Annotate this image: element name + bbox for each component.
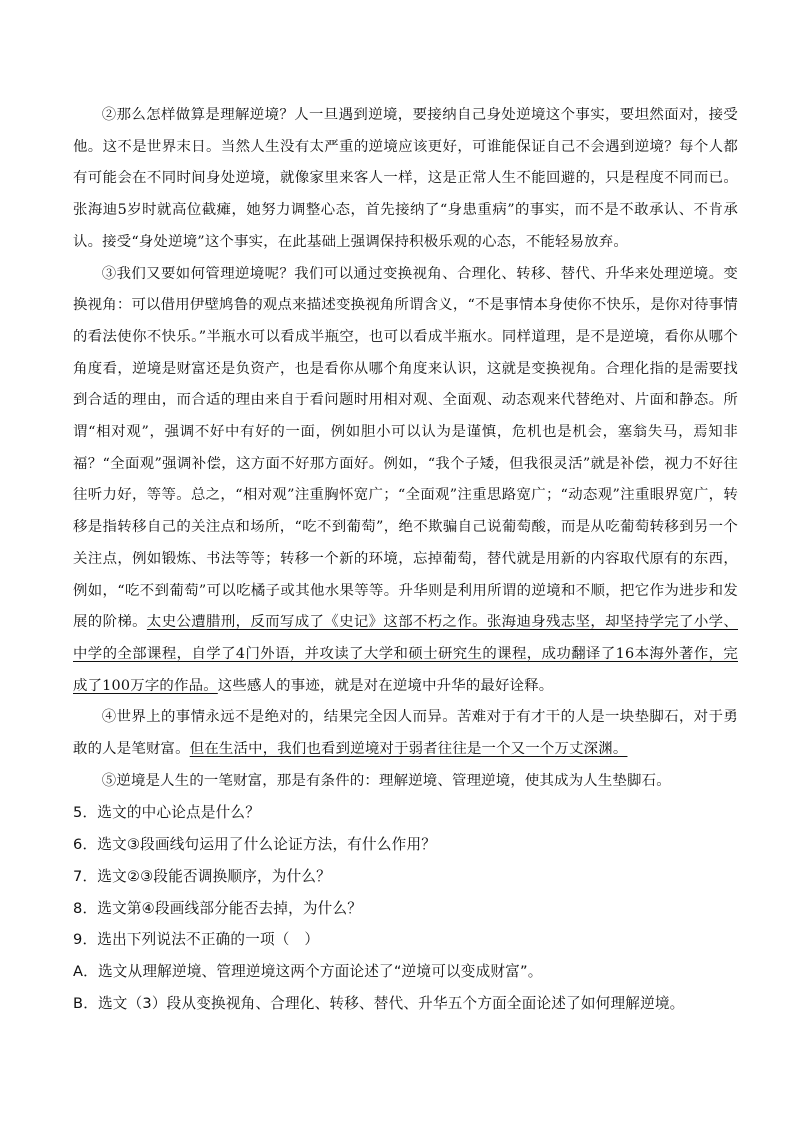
question-7: 7．选文②③段能否调换顺序，为什么？ [73, 867, 331, 885]
question-8: 8．选文第④段画线部分能否去掉，为什么？ [73, 899, 363, 917]
paragraph-2: ②那么怎样做算是理解逆境？人一旦遇到逆境，要接纳自己身处逆境这个事实，要坦然面对，接受他。这不是世界末日。当然人生没有太严重的逆境应该更好，可谁能保证自己不会遇到逆境？每个人都有可能会在不同时间身处逆境，就像家里来客人一样，这是正常人生不能回避的，只是程度不同而已。张海迪5岁时就高位截瘫，她努力调整心态，首先接纳了“身患重病”的事实，而不是不敢承认、不肯承认。接受“身处逆境”这个事实，在此基础上强调保持积极乐观的心态，不能轻易放弃。 [73, 107, 738, 250]
paragraph-3-ending: 这些感人的事迹，就是对在逆境中升华的最好诠释。 [217, 677, 554, 694]
paragraph-4-text: ④世界上的事情永远不是绝对的，结果完全因人而异。苦难对于有才干的人是一块垫脚石，对于勇敢的人是笔财富。 [73, 709, 738, 758]
question-9: 9．选出下列说法不正确的一项（ ） [73, 931, 320, 949]
option-b: B．选文（3）段从变换视角、合理化、转移、替代、升华五个方面全面论述了如何理解逆境。 [73, 994, 685, 1012]
paragraph-3-text: ③我们又要如何管理逆境呢？我们可以通过变换视角、合理化、转移、替代、升华来处理逆境。变换视角：可以借用伊壁鸠鲁的观点来描述变换视角所谓含义，“不是事情本身使你不快乐，是你对待事情的看法使你不快乐。”半瓶水可以看成半瓶空，也可以看成半瓶水。同样道理，是不是逆境，看你从哪个角度看，逆境是财富还是负资产，也是看你从哪个角度来认识，这就是变换视角。合理化指的是需要找到合适的理由，而合适的理由来自于看问题时用相对观、全面观、动态观来代替绝对、片面和静态。所谓“相对观”，强调不好中有好的一面，例如胆小可以认为是谨慎，危机也是机会，塞翁失马，焉知非福？“全面观”强调补偿，这方面不好那方面好。例如，“我个子矮，但我很灵活”就是补偿，视力不好往往听力好，等等。总之，“相对观”注重胸怀宽广；“全面观”注重思路宽广；“动态观”注重眼界宽广，转移是指转移自己的关注点和场所，“吃不到葡萄”，绝不欺骗自己说葡萄酸，而是从吃葡萄转移到另一个关注点，例如锻炼、书法等等；转移一个新的环境，忘掉葡萄，替代就是用新的内容取代原有的东西，例如，“吃不到葡萄”可以吃橘子或其他水果等等。升华则是利用所谓的逆境和不顺，把它作为进步和发展的阶梯。 [73, 265, 738, 631]
paragraph-5: ⑤逆境是人生的一笔财富，那是有条件的：理解逆境、管理逆境，使其成为人生垫脚石。 [101, 772, 671, 789]
paragraph-4-underlined-sentence: 但在生活中，我们也看到逆境对于弱者往往是一个又一个万丈深渊。 [189, 741, 628, 758]
question-6: 6．选文③段画线句运用了什么论证方法，有什么作用？ [73, 836, 437, 854]
paragraph-4 [73, 702, 738, 765]
paragraph-3-underlined-sentence: 太史公遭腊刑，反而写成了《史记》这部不朽之作。张海迪身残志坚，却坚持学完了小学、中学的全部课程，自学了4门外语，并攻读了大学和硕士研究生的课程，成功翻译了16本海外著作，完成了100万字的作品。 [73, 614, 738, 694]
question-5: 5．选文的中心论点是什么？ [73, 804, 261, 822]
paragraph-3 [73, 259, 738, 703]
option-a: A．选文从理解逆境、管理逆境这两个方面论述了“逆境可以变成财富”。 [73, 962, 543, 980]
